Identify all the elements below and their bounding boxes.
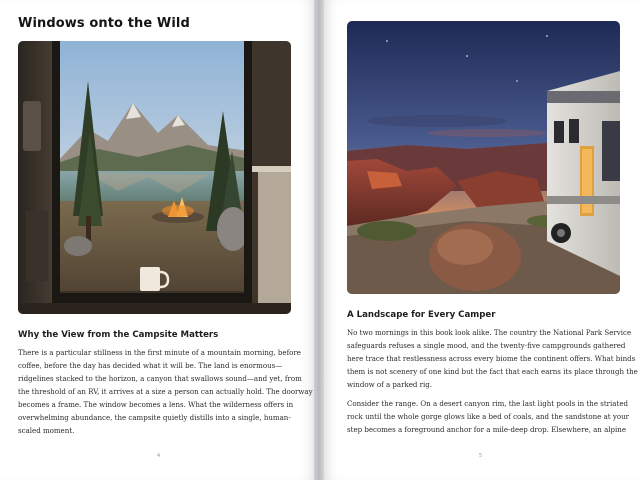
page-number: 4 [157,453,161,459]
right-page [324,0,640,480]
text-line: here trace that restlessness across every biome the continent offers. What binds [347,354,636,363]
rv-window-lake-campfire-photo-icon [18,41,291,314]
text-line: No two mornings in this book look alike. The country the National Park Service [347,328,632,337]
section-heading: Why the View from the Campsite Matters [18,330,219,340]
text-line: becomes a frame. The window becomes a lens. What the wilderness offers in [18,400,294,409]
text-line: scaled moment. [18,426,75,435]
text-line: the threshold of an RV, it arrives at a size a person can actually hold. The doorway [18,387,313,396]
body-paragraph-1 [347,326,638,391]
body-paragraph-2 [347,397,629,436]
text-line: There is a particular stillness in the first minute of a mountain morning, before [18,348,301,357]
text-line: rock until the whole gorge glows like a bed of coals, and the sandstone at your [347,412,629,421]
page-number: 5 [479,453,483,459]
text-line: window of a parked rig. [347,380,433,389]
canyon-sunset-rv-photo-icon [347,21,620,294]
rv-window-lake-photo [18,41,291,314]
book-gutter [314,0,324,480]
text-line: them is not scenery of one kind but the fact that each earns its place through the [347,367,638,376]
text-line: coffee, before the day has decided what it will be. The land is enormous— [18,361,283,370]
body-paragraph [18,346,313,437]
canyon-sunset-photo [347,21,620,294]
text-line: ridgelines stacked to the horizon, a canyon that swallows sound—and yet, from [18,374,302,383]
section-heading: A Landscape for Every Camper [347,310,496,320]
text-line: safeguards refuses a single mood, and the twenty-five campgrounds gathered [347,341,626,350]
left-page [0,0,314,480]
chapter-title: Windows onto the Wild [18,16,190,31]
text-line: step becomes a foreground anchor for a mile-deep drop. Elsewhere, an alpine [347,425,627,434]
text-line: overwhelming abundance, the campsite quietly distills into a single, human- [18,413,291,422]
text-line: Consider the range. On a desert canyon rim, the last light pools in the striated [347,399,629,408]
